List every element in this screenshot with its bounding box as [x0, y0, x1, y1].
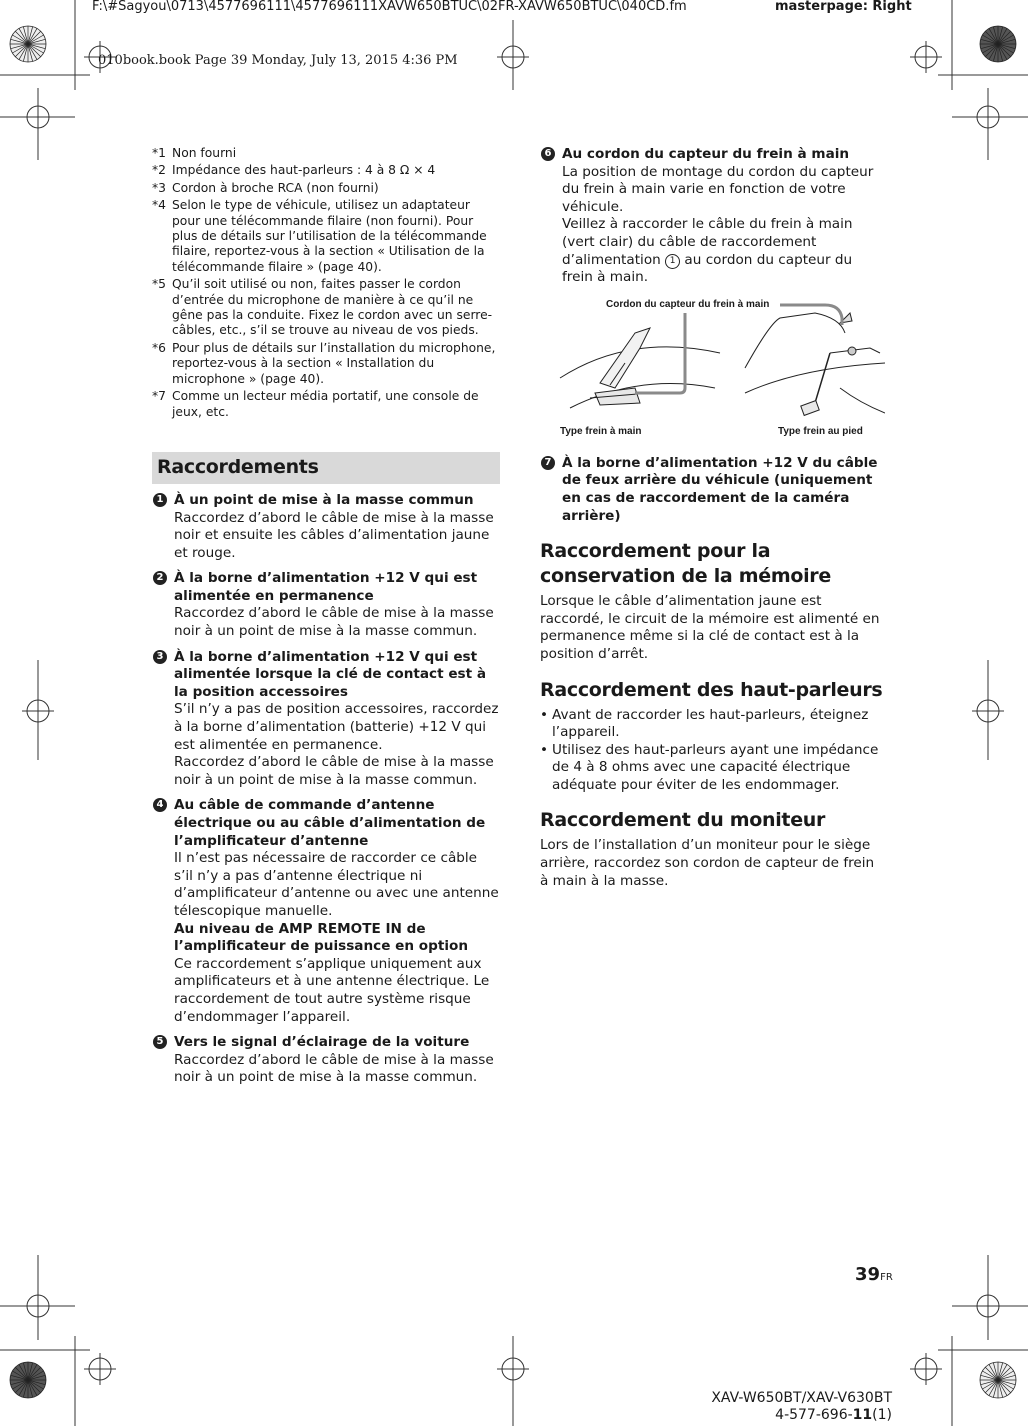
- foot-brake-label: Type frein au pied: [778, 425, 863, 437]
- page-number: [855, 1264, 893, 1285]
- speakers-heading: Raccordement des haut-parleurs: [540, 678, 883, 701]
- page-language-code: FR: [880, 1272, 893, 1283]
- model-name: XAV-W650BT/XAV-V630BT: [711, 1390, 892, 1406]
- bullet-item: [540, 742, 885, 795]
- number-badge: 6: [541, 147, 555, 161]
- item-title: Au cordon du capteur du frein à main: [562, 146, 850, 162]
- hand-brake-label: Type frein à main: [560, 425, 642, 437]
- connection-item: [152, 649, 500, 790]
- footnote-text: Cordon à broche RCA (non fourni): [172, 180, 379, 195]
- right-column: [540, 146, 885, 890]
- part-number-version: 11: [852, 1407, 873, 1423]
- item-body: Raccordez d’abord le câble de mise à la masse noir à un point de mise à la masse commun.: [174, 754, 494, 788]
- left-column: [152, 146, 500, 1087]
- connection-item: [540, 146, 885, 287]
- part-number-revision: (1): [872, 1407, 892, 1423]
- bullet-text: Utilisez des haut-parleurs ayant une impédance de 4 à 8 ohms avec une capacité électrique adéquate pour éviter de les endommager.: [552, 741, 879, 793]
- book-info: 010book.book Page 39 Monday, July 13, 2015 4:36 PM: [98, 53, 458, 68]
- item-body: Raccordez d’abord le câble de mise à la masse noir à un point de mise à la masse commun.: [174, 605, 494, 640]
- footnote-mark: *6: [152, 340, 166, 355]
- footnote-mark: *1: [152, 146, 166, 160]
- footnote: [152, 181, 500, 196]
- bullet-icon: •: [540, 741, 549, 758]
- number-badge: 3: [153, 650, 167, 664]
- connection-item: [152, 1034, 500, 1087]
- item-title: Vers le signal d’éclairage de la voiture: [174, 1034, 470, 1051]
- footnote-text: Non fourni: [172, 146, 237, 160]
- footnote-mark: *3: [152, 180, 166, 195]
- item-body: [562, 216, 885, 286]
- part-number: [700, 1407, 892, 1424]
- footnote-text: Pour plus de détails sur l’installation du microphone, reportez-vous à la section « Installation du microphone » (page 40).: [172, 340, 496, 386]
- memory-heading: Raccordement pour la conservation de la mémoire: [540, 540, 831, 588]
- item-title: À la borne d’alimentation +12 V qui est alimentée en permanence: [174, 570, 478, 604]
- number-badge: 1: [153, 493, 167, 507]
- footnotes: [152, 146, 500, 420]
- footnote: [152, 146, 500, 161]
- footnote: [152, 277, 500, 339]
- footnote: [152, 341, 500, 387]
- footnote: [152, 389, 500, 420]
- number-badge: 7: [541, 456, 555, 470]
- item-body: Il n’est pas nécessaire de raccorder ce câble s’il n’y a pas d’antenne électrique ni d’amplificateur d’antenne ou avec une antenne télescopique manuelle.: [174, 850, 499, 919]
- footnote-text: Comme un lecteur média portatif, une console de jeux, etc.: [172, 389, 479, 419]
- footnote: [152, 163, 500, 178]
- footnote-text: Qu’il soit utilisé ou non, faites passer le cordon d’entrée du microphone de manière à ce qu’il ne gêne pas la conduite. Fixez le cordon avec un serre-câbles, etc., s’il se trouve au niveau de vos pieds.: [172, 277, 493, 338]
- memory-body: Lorsque le câble d’alimentation jaune est raccordé, le circuit de la mémoire est alimenté en permanence même si la clé de contact est à la position d’arrêt.: [540, 593, 880, 662]
- item-title: À la borne d’alimentation +12 V du câble de feux arrière du véhicule (uniquement en cas de raccordement de la caméra arrière): [562, 454, 878, 524]
- masterpage-label: masterpage: Right: [775, 0, 912, 14]
- monitor-body: Lors de l’installation d’un moniteur pour le siège arrière, raccordez son cordon de capteur de frein à main à la masse.: [540, 837, 875, 889]
- connection-item: [152, 570, 500, 640]
- number-badge: 2: [153, 571, 167, 585]
- section-header: [152, 452, 500, 484]
- number-badge: 5: [153, 1035, 167, 1049]
- footnote-mark: *4: [152, 198, 166, 213]
- item-body-text: au cordon du capteur du frein à main.: [562, 251, 853, 286]
- connection-item: [152, 492, 500, 562]
- cord-label: Cordon du capteur du frein à main: [606, 298, 770, 310]
- brake-illustration: [540, 293, 885, 443]
- item-body: Raccordez d’abord le câble de mise à la masse noir et ensuite les câbles d’alimentation jaune et rouge.: [174, 509, 494, 561]
- footnote-mark: *7: [152, 389, 166, 404]
- circled-number: 1: [665, 254, 680, 269]
- footnote-mark: *2: [152, 163, 166, 178]
- item-title: Au câble de commande d’antenne électrique ou au câble d’alimentation de l’amplificateur d’antenne: [174, 797, 486, 849]
- model-info: [700, 1390, 892, 1424]
- item-body: S’il n’y a pas de position accessoires, raccordez à la borne d’alimentation (batterie) +12 V qui est alimentée en permanence.: [174, 701, 499, 753]
- footnote: [152, 198, 500, 275]
- bullet-item: [540, 707, 885, 742]
- part-number-prefix: 4-577-696-: [775, 1407, 853, 1423]
- item-body: La position de montage du cordon du capteur du frein à main varie en fonction de votre véhicule.: [562, 163, 874, 215]
- item-title: À la borne d’alimentation +12 V qui est alimentée lorsque la clé de contact est à la position accessoires: [174, 648, 487, 700]
- page-number-value: 39: [855, 1264, 881, 1285]
- footnote-text: Impédance des haut-parleurs : 4 à 8 Ω × 4: [172, 163, 436, 178]
- number-badge: 4: [153, 798, 167, 812]
- monitor-heading: Raccordement du moniteur: [540, 809, 826, 832]
- item-body: Ce raccordement s’applique uniquement aux amplificateurs et à une antenne électrique. Le raccordement de tout autre système risque d’endommager l’appareil.: [174, 955, 490, 1025]
- connection-item: [152, 797, 500, 1026]
- file-path: F:\#Sagyou\0713\4577696111\4577696111XAVW650BTUC\02FR-XAVW650BTUC\040CD.fm: [92, 0, 687, 14]
- footnote-mark: *5: [152, 277, 166, 292]
- item-title: À un point de mise à la masse commun: [174, 491, 474, 508]
- item-subtitle: Au niveau de AMP REMOTE IN de l’amplificateur de puissance en option: [174, 920, 469, 955]
- bullet-icon: •: [540, 706, 549, 723]
- item-body-text: Veillez à raccorder le câble du frein à main (vert clair) du câble de raccordement d’alimentation: [562, 216, 853, 268]
- connection-item: [540, 455, 885, 525]
- item-body: Raccordez d’abord le câble de mise à la masse noir à un point de mise à la masse commun.: [174, 1051, 494, 1086]
- footnote-text: Selon le type de véhicule, utilisez un adaptateur pour une télécommande filaire (non fourni). Pour plus de détails sur l’utilisation de la télécommande filaire, reportez-vous à la section « Utilisation de la télécommande filaire » (page 40).: [172, 198, 487, 274]
- section-title: Raccordements: [157, 456, 319, 479]
- brake-diagram: [540, 293, 885, 443]
- bullet-text: Avant de raccorder les haut-parleurs, éteignez l’appareil.: [552, 706, 869, 741]
